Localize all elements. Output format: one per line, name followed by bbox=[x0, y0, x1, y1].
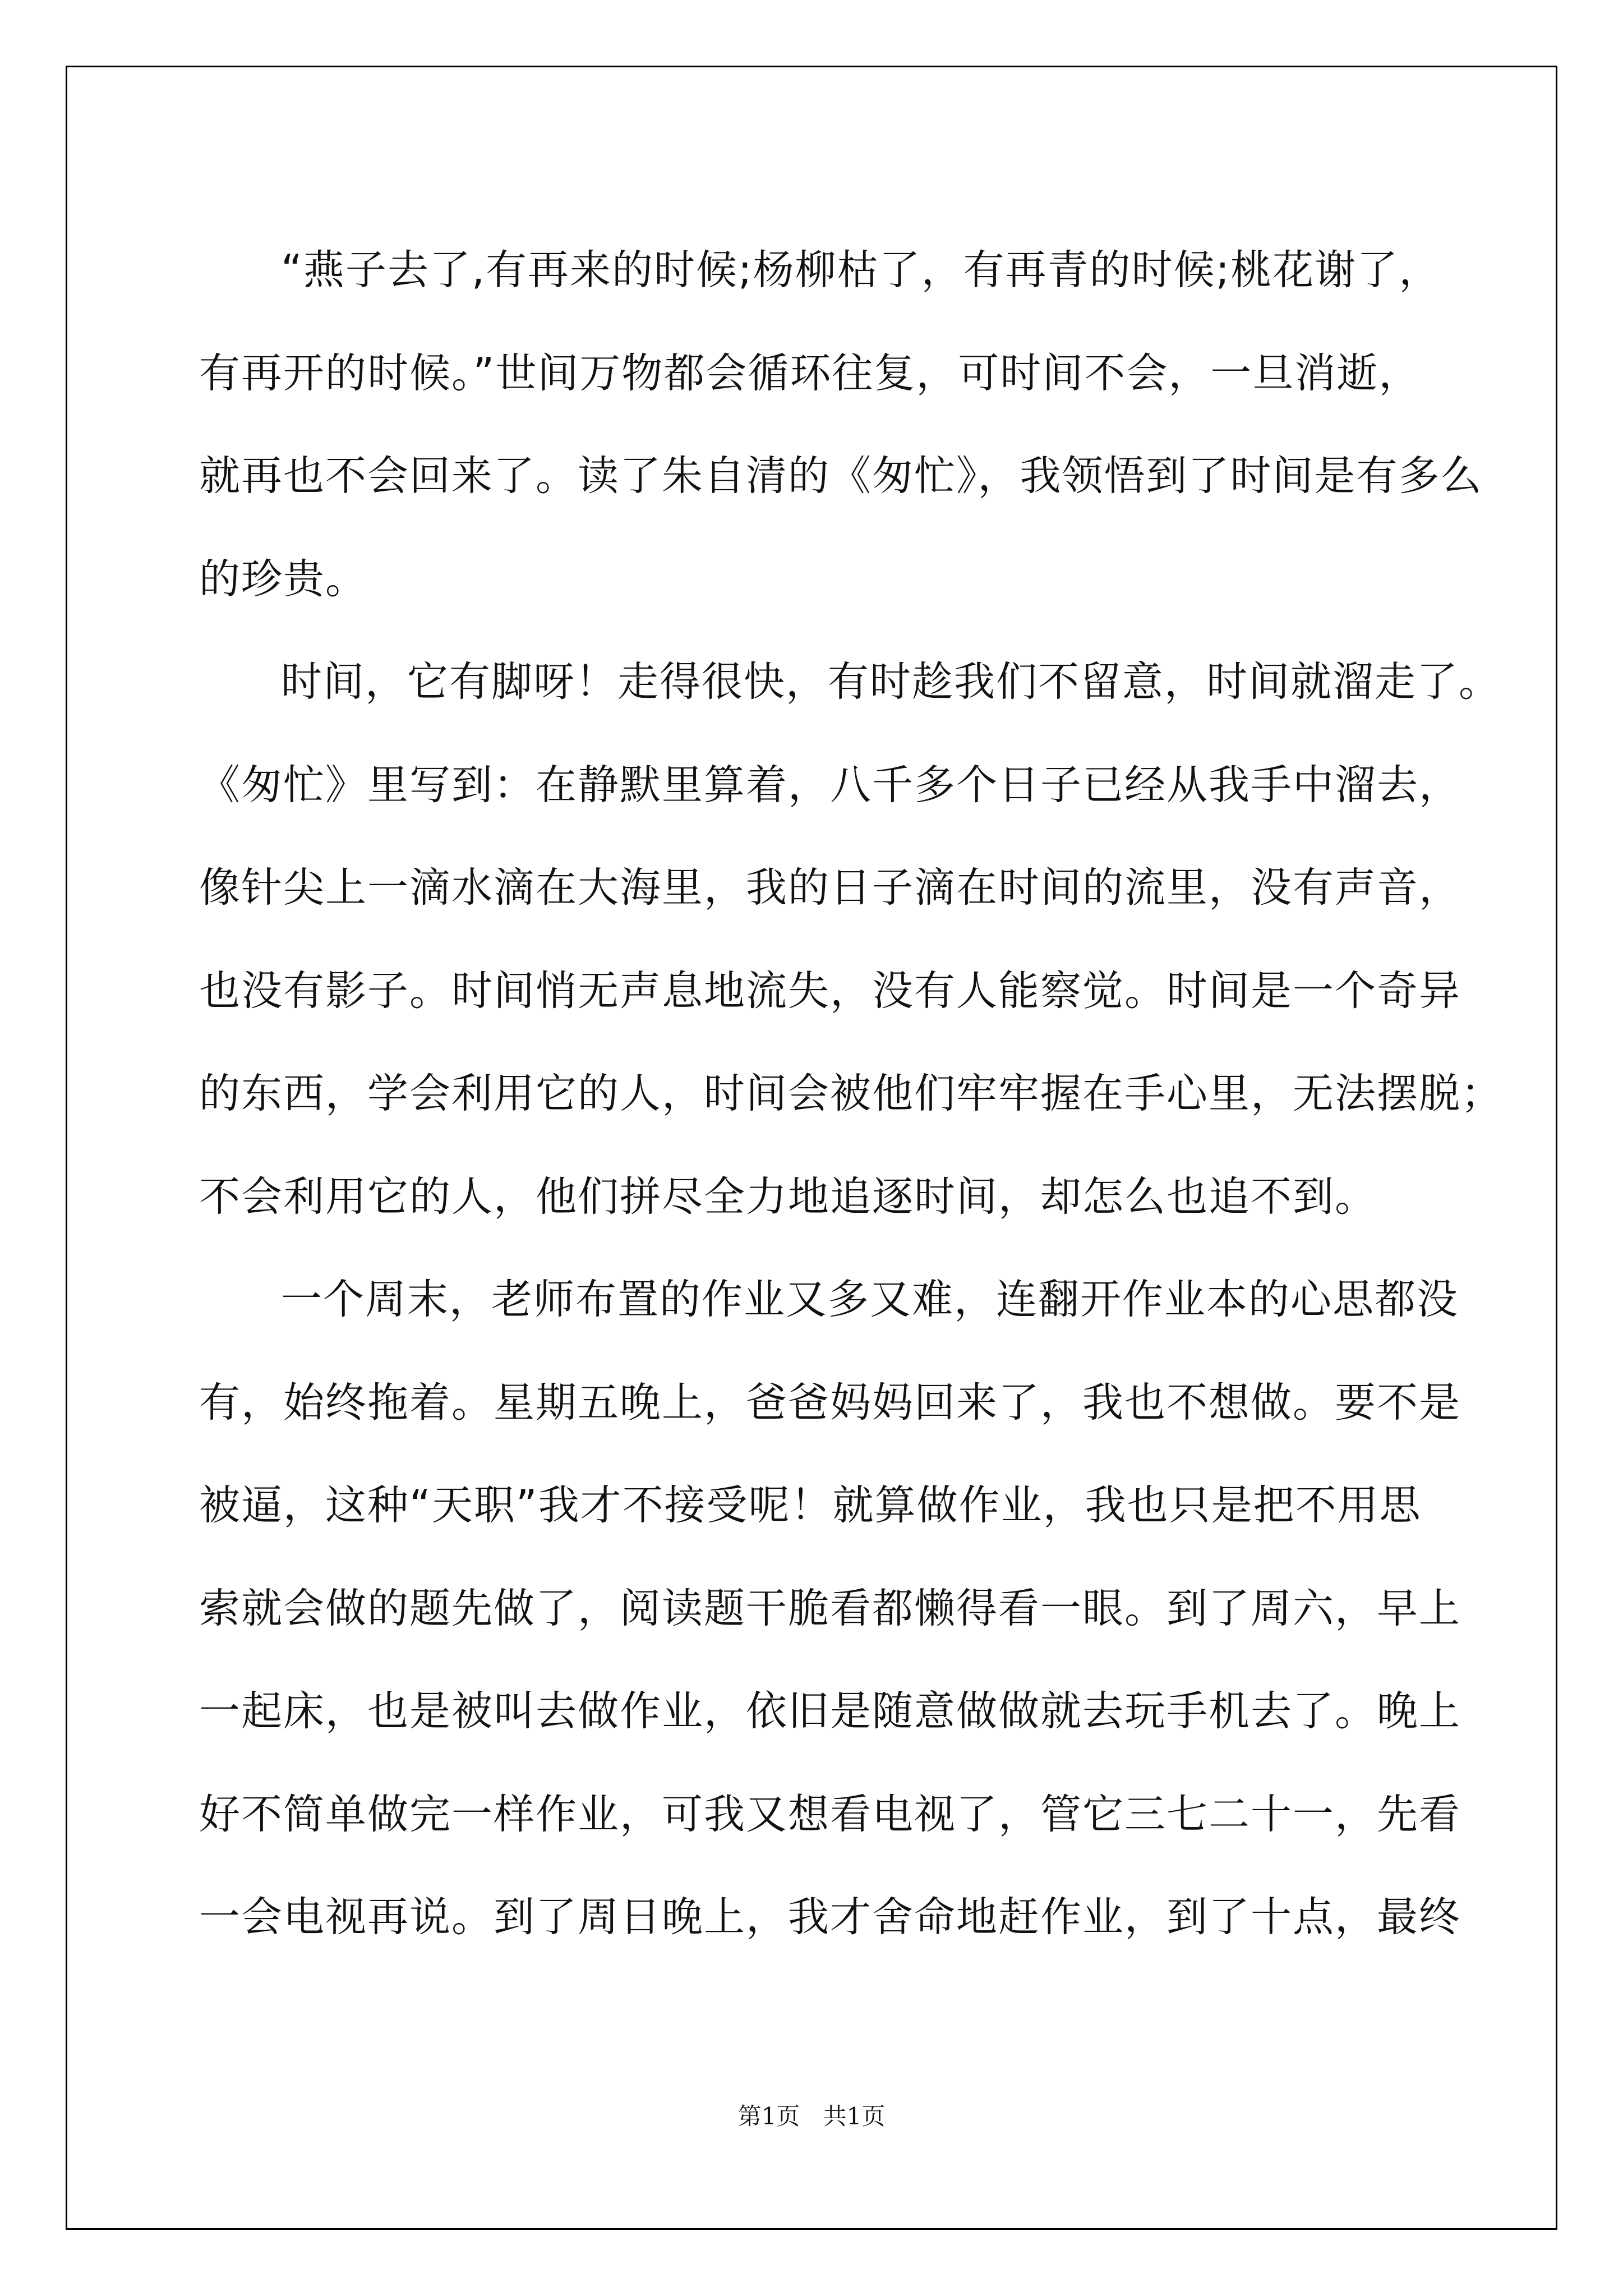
text-line: 索就会做的题先做了，阅读题干脆看都懒得看一眼。到了周六，早上 bbox=[199, 1584, 1461, 1632]
paragraph-1 bbox=[199, 219, 1483, 631]
text-line: 就再也不会回来了。读了朱自清的《匆忙》，我领悟到了时间是有多么 bbox=[199, 452, 1483, 500]
page-footer bbox=[0, 2098, 1623, 2132]
text-line: 一个周末，老师布置的作业又多又难，连翻开作业本的心思都没 bbox=[281, 1276, 1459, 1323]
page-total: 共1页 bbox=[823, 2102, 886, 2130]
paragraph-2 bbox=[199, 631, 1503, 1248]
text-line: 有，始终拖着。星期五晚上，爸爸妈妈回来了，我也不想做。要不是 bbox=[199, 1378, 1461, 1427]
text-line: 一起床，也是被叫去做作业，依旧是随意做做就去玩手机去了。晚上 bbox=[199, 1687, 1461, 1735]
text-line: 一会电视再说。到了周日晚上，我才舍命地赶作业，到了十点，最终 bbox=[199, 1893, 1461, 1941]
paragraph-3 bbox=[199, 1248, 1461, 1969]
text-line: 《匆忙》里写到：在静默里算着，八千多个日子已经从我手中溜去， bbox=[199, 761, 1461, 809]
text-line: 的东西，学会利用它的人，时间会被他们牢牢握在手心里，无法摆脱； bbox=[199, 1070, 1503, 1117]
text-line: 好不简单做完一样作业，可我又想看电视了，管它三七二十一，先看 bbox=[199, 1790, 1461, 1838]
text-line: 的珍贵。 bbox=[199, 555, 367, 603]
text-line: 被逼，这种“天职”我才不接受呢！就算做作业，我也只是把不用思 bbox=[199, 1481, 1422, 1529]
text-line: 不会利用它的人，他们拼尽全力地追逐时间，却怎么也追不到。 bbox=[199, 1172, 1377, 1221]
text-line: 也没有影子。时间悄无声息地流失，没有人能察觉。时间是一个奇异 bbox=[199, 967, 1461, 1015]
text-line: 像针尖上一滴水滴在大海里，我的日子滴在时间的流里，没有声音， bbox=[199, 864, 1461, 912]
page-number: 第1页 bbox=[737, 2102, 800, 2130]
text-line: 有再开的时候。”世间万物都会循环往复，可时间不会，一旦消逝， bbox=[199, 349, 1421, 397]
text-line: “燕子去了,有再来的时候;杨柳枯了，有再青的时候;桃花谢了， bbox=[281, 246, 1441, 294]
document-body bbox=[199, 219, 1503, 1969]
text-line: 时间，它有脚呀！走得很快，有时趁我们不留意，时间就溜走了。 bbox=[281, 658, 1501, 706]
